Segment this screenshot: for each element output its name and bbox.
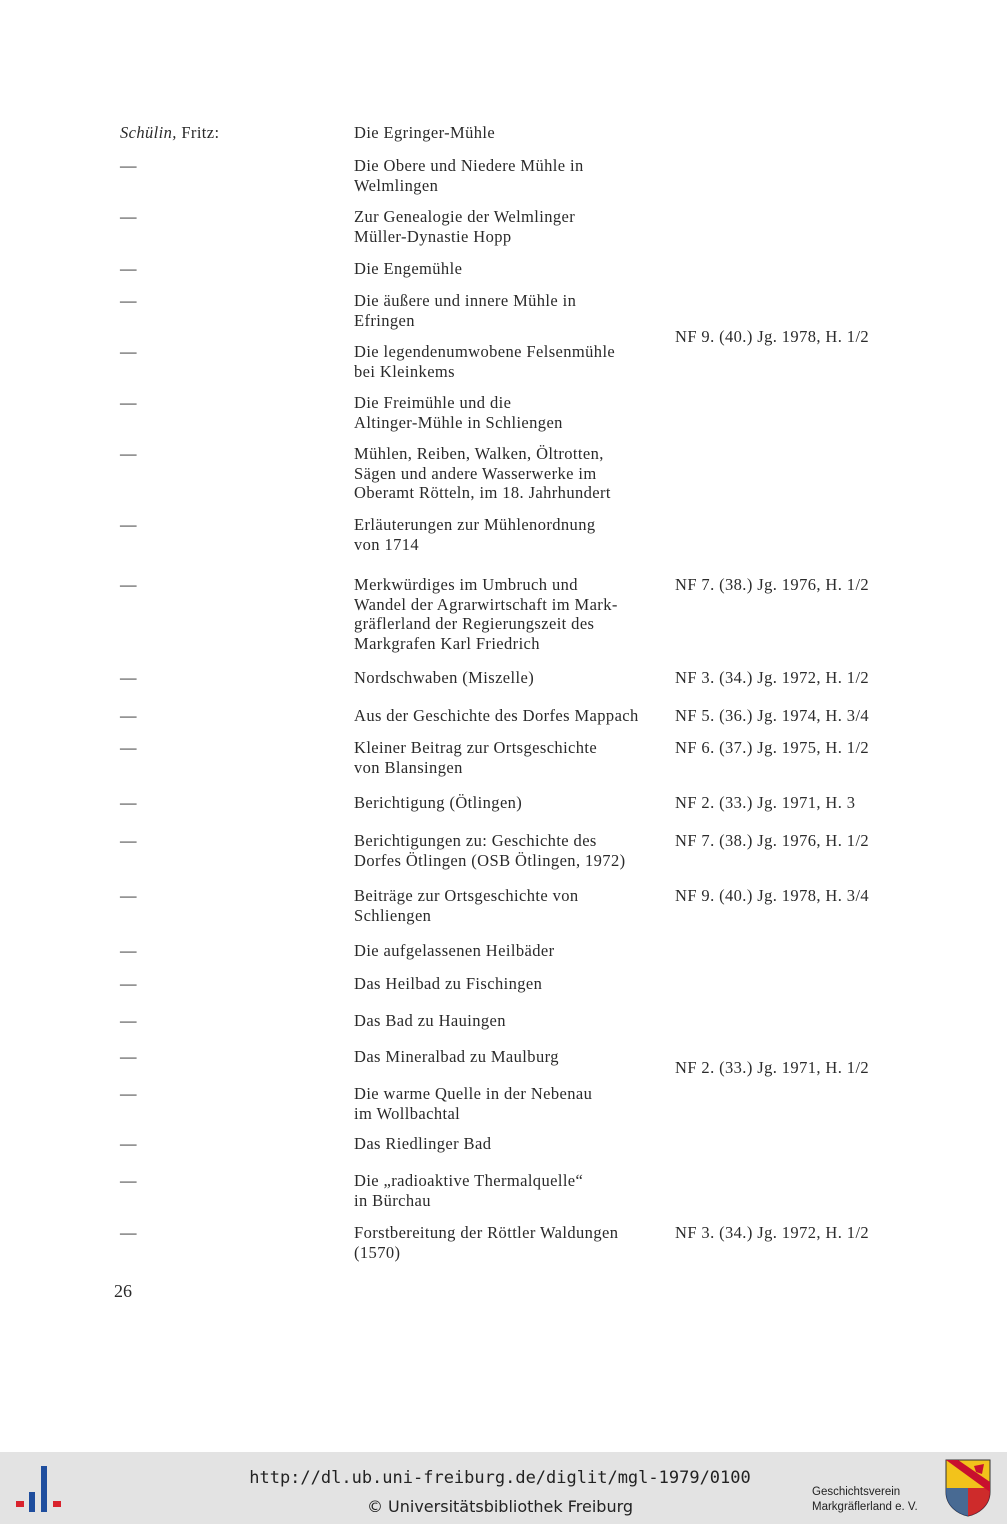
footer-copyright: © Universitätsbibliothek Freiburg <box>366 1497 634 1516</box>
entry-reference: NF 7. (38.) Jg. 1976, H. 1/2 <box>675 575 870 594</box>
entry-title: Die Egringer-Mühle <box>354 123 496 142</box>
entry-title: Das Mineralbad zu Maulburg <box>354 1047 559 1066</box>
dash: — <box>120 259 137 278</box>
coat-of-arms-icon <box>944 1458 992 1518</box>
dash: — <box>120 1011 137 1030</box>
dash: — <box>120 1134 137 1153</box>
dash: — <box>120 831 137 850</box>
org-line-2: Markgräflerland e. V. <box>812 1501 918 1513</box>
entry-title: Mühlen, Reiben, Walken, Öltrotten, Sägen und andere Wasserwerke im Oberamt Rötteln, im 18. Jahrhundert <box>354 444 611 502</box>
dash: — <box>120 207 137 226</box>
entry-reference: NF 7. (38.) Jg. 1976, H. 1/2 <box>675 831 870 850</box>
dash: — <box>120 444 137 463</box>
entry-reference: NF 2. (33.) Jg. 1971, H. 3 <box>675 793 856 812</box>
entry-title: Erläuterungen zur Mühlenordnung von 1714 <box>354 515 596 554</box>
entry-title: Die äußere und innere Mühle in Efringen <box>354 291 577 330</box>
dash: — <box>120 156 137 175</box>
entry-reference: NF 6. (37.) Jg. 1975, H. 1/2 <box>675 738 870 757</box>
entry-title: Berichtigungen zu: Geschichte des Dorfes Ötlingen (OSB Ötlingen, 1972) <box>354 831 626 870</box>
entry-reference: NF 9. (40.) Jg. 1978, H. 3/4 <box>675 886 870 905</box>
dash: — <box>120 291 137 310</box>
entry-title: Aus der Geschichte des Dorfes Mappach <box>354 706 639 725</box>
entry-title: Die Freimühle und die Altinger-Mühle in Schliengen <box>354 393 563 432</box>
entry-title: Die legendenumwobene Felsenmühle bei Kleinkems <box>354 342 616 381</box>
author-forename: Fritz: <box>176 123 220 142</box>
footer-bar <box>0 1452 1007 1524</box>
entry-title: Das Bad zu Hauingen <box>354 1011 506 1030</box>
entry-title: Das Riedlinger Bad <box>354 1134 492 1153</box>
entry-title: Die Obere und Niedere Mühle in Welmlingen <box>354 156 584 195</box>
entry-title: Beiträge zur Ortsgeschichte von Schliengen <box>354 886 579 925</box>
dash: — <box>120 1171 137 1190</box>
entry-title: Merkwürdiges im Umbruch und Wandel der Agrarwirtschaft im Mark- gräflerland der Regierungszeit des Markgrafen Karl Friedrich <box>354 575 618 653</box>
entry-title: Berichtigung (Ötlingen) <box>354 793 523 812</box>
dash: — <box>120 793 137 812</box>
dash: — <box>120 393 137 412</box>
dash: — <box>120 1223 137 1242</box>
entry-title: Zur Genealogie der Welmlinger Müller-Dynastie Hopp <box>354 207 576 246</box>
entry-title: Die „radioaktive Thermalquelle“ in Bürchau <box>354 1171 584 1210</box>
dash: — <box>120 974 137 993</box>
dash: — <box>120 886 137 905</box>
dash: — <box>120 1047 137 1066</box>
dash: — <box>120 706 137 725</box>
dash: — <box>120 738 137 757</box>
author-surname: Schülin, <box>120 123 177 142</box>
author-label <box>120 123 220 143</box>
entry-reference: NF 5. (36.) Jg. 1974, H. 3/4 <box>675 706 870 725</box>
dash: — <box>120 668 137 687</box>
entry-title: Nordschwaben (Miszelle) <box>354 668 535 687</box>
dash: — <box>120 515 137 534</box>
footer-organization <box>812 1485 918 1515</box>
entry-reference: NF 3. (34.) Jg. 1972, H. 1/2 <box>675 1223 870 1242</box>
entry-title: Das Heilbad zu Fischingen <box>354 974 543 993</box>
entry-title: Die aufgelassenen Heilbäder <box>354 941 555 960</box>
entry-title: Die warme Quelle in der Nebenau im Wollbachtal <box>354 1084 593 1123</box>
entry-reference: NF 3. (34.) Jg. 1972, H. 1/2 <box>675 668 870 687</box>
dash: — <box>120 941 137 960</box>
entry-title: Kleiner Beitrag zur Ortsgeschichte von Blansingen <box>354 738 598 777</box>
group-reference-heilbaeder: NF 2. (33.) Jg. 1971, H. 1/2 <box>675 1058 870 1077</box>
entry-title: Forstbereitung der Röttler Waldungen (1570) <box>354 1223 619 1262</box>
dash: — <box>120 342 137 361</box>
footer-url[interactable]: http://dl.ub.uni-freiburg.de/diglit/mgl-1979/0100 <box>249 1468 751 1488</box>
org-line-1: Geschichtsverein <box>812 1486 901 1498</box>
dash: — <box>120 575 137 594</box>
page-number: 26 <box>114 1281 132 1301</box>
group-reference-muehlen: NF 9. (40.) Jg. 1978, H. 1/2 <box>675 327 870 346</box>
dash: — <box>120 1084 137 1103</box>
entry-title: Die Engemühle <box>354 259 463 278</box>
